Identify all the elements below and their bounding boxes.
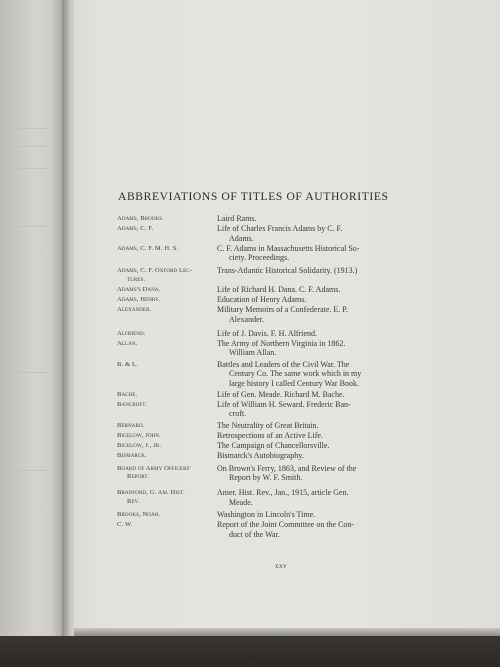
abbreviation-key [117,510,217,520]
abbreviation-key-line: Alfriend. [117,329,146,337]
abbreviation-key [117,464,217,483]
abbreviation-key-line: Brooks, Noah. [117,511,161,519]
abbreviation-title [217,360,403,389]
show-through-line [8,226,48,227]
abbreviation-title-line: Amer. Hist. Rev., Jan., 1915, article Gen. [217,487,349,497]
abbreviation-title-line: Century Co. The same work which in my [229,369,362,379]
abbreviation-key [117,390,217,400]
abbreviation-key [117,224,217,243]
abbreviation-title-line: Life of Charles Francis Adams by C. F. [217,224,343,234]
abbreviation-title-line: duct of the War. [229,529,280,539]
abbreviation-title [217,285,403,295]
abbreviation-title [217,400,403,419]
abbreviation-title [217,295,403,305]
abbreviation-title-line: Retrospections of an Active Life. [217,430,323,440]
abbreviation-entry [117,464,403,483]
abbreviation-entry [117,400,403,419]
abbreviation-entry [117,329,403,339]
abbreviation-title-line: Adams. [229,233,254,243]
abbreviation-title-line: Life of William H. Seward. Frederic Ban- [217,399,351,409]
abbreviation-key-line: Rev. [127,497,141,505]
page-edges [74,628,500,636]
abbreviation-title-line: Bismarck's Autobiography. [217,451,304,461]
abbreviation-entry [117,441,403,451]
abbreviation-title [217,390,403,400]
abbreviation-key [117,285,217,295]
abbreviation-title [217,510,403,520]
abbreviation-title-line: The Army of Northern Virginia in 1862. [217,338,346,348]
abbreviation-title [217,329,403,339]
abbreviation-key [117,360,217,389]
abbreviation-key [117,214,217,224]
abbreviation-entry [117,266,403,284]
abbreviation-key-line: Adams, Brooks. [117,215,164,222]
abbreviation-title [217,431,403,441]
abbreviation-key-line: Report. [127,473,150,481]
abbreviation-entry [117,510,403,520]
abbreviation-key-line: Adams, Henry. [117,295,161,303]
abbreviation-key-line: Bigelow, J., Jr. [117,442,162,450]
abbreviation-key-line: Bismarck. [117,452,147,460]
abbreviation-title [217,421,403,431]
abbreviation-key-line: tures. [127,275,146,283]
abbreviation-title [217,441,403,451]
abbreviation-entry [117,339,403,358]
abbreviation-entry [117,214,403,224]
abbreviation-key-line: Adams's Dana. [117,285,161,293]
abbreviation-entry [117,431,403,441]
abbreviation-title-line: Report by W. F. Smith. [229,473,303,483]
abbreviation-title [217,224,403,243]
abbreviation-entry [117,295,403,305]
abbreviation-entry [117,421,403,431]
abbreviation-entry [117,244,403,263]
abbreviation-key [117,305,217,324]
abbreviation-title-line: The Neutrality of Great Britain. [217,420,319,430]
abbreviation-key-line: Adams, C. F. M. H. S. [117,244,179,252]
abbreviation-key-line: Board of Army Officers' [117,464,191,472]
abbreviation-key [117,339,217,358]
table-surface [0,636,500,667]
abbreviation-title-line: C. F. Adams in Massachusetts Historical So- [217,243,360,253]
abbreviation-title-line: croft. [229,409,247,419]
abbreviation-title-line: Trans-Atlantic Historical Solidarity. (1913.) [217,265,358,275]
abbreviation-key-line: Bradford, G. Am. Hist. [117,488,185,496]
abbreviation-key-line: Bernard. [117,421,145,429]
abbreviation-title-line: Battles and Leaders of the Civil War. The [217,359,350,369]
abbreviation-title-line: Meade. [229,497,253,507]
abbreviation-entry [117,360,403,389]
abbreviation-entry [117,224,403,243]
abbreviation-title-line: Washington in Lincoln's Time. [217,510,316,520]
abbreviation-entry [117,488,403,507]
abbreviation-key [117,244,217,263]
abbreviation-entry [117,285,403,295]
abbreviation-key [117,400,217,419]
abbreviation-key [117,266,217,284]
abbreviation-key-line: Adams, C. F. Oxford Lec- [117,266,193,274]
show-through-line [8,146,48,147]
abbreviation-key-line: Bigelow, John. [117,431,161,439]
show-through-line [8,168,48,169]
abbreviation-entry [117,451,403,461]
show-through-line [8,128,48,129]
abbreviation-entry [117,390,403,400]
abbreviation-title [217,339,403,358]
abbreviation-key-line: Bache. [117,390,138,398]
abbreviation-title [217,451,403,461]
abbreviation-key-line: C. W. [117,521,133,529]
abbreviation-entry [117,520,403,539]
abbreviation-key [117,451,217,461]
abbreviation-key [117,441,217,451]
abbreviation-title [217,244,403,263]
abbreviation-title-line: Report of the Joint Committee on the Con- [217,520,355,530]
abbreviation-title [217,520,403,539]
abbreviation-key-line: Allan. [117,339,138,347]
abbreviation-title-line: large history I called Century War Book. [229,379,359,388]
page-title: ABBREVIATIONS OF TITLES OF AUTHORITIES [118,190,389,203]
abbreviation-entry [117,305,403,324]
abbreviation-key [117,520,217,539]
abbreviation-key [117,295,217,305]
abbreviation-key-line: Alexander. [117,306,152,314]
abbreviation-title [217,464,403,483]
abbreviation-title [217,488,403,507]
abbreviation-title [217,214,403,224]
abbreviation-title-line: The Campaign of Chancellorsville. [217,441,330,451]
abbreviation-title [217,305,403,324]
show-through-line [8,470,48,471]
page-number: xxv [275,562,287,570]
abbreviation-key-line: B. & L. [117,360,138,368]
abbreviation-title-line: Life of Richard H. Dana. C. F. Adams. [217,284,341,294]
abbreviation-title-line: On Brown's Ferry, 1863, and Review of the [217,463,357,473]
page-number-footer [0,562,500,570]
abbreviation-key [117,329,217,339]
abbreviation-title [217,266,403,284]
show-through-line [8,372,48,373]
abbreviation-title-line: ciety. Proceedings. [229,253,290,263]
abbreviation-key [117,421,217,431]
abbreviation-title-line: Military Memoirs of a Confederate. E. P. [217,305,348,315]
abbreviation-title-line: Life of Gen. Meade. Richard M. Bache. [217,389,345,399]
abbreviation-key [117,488,217,507]
abbreviation-title-line: William Allan. [229,348,277,358]
abbreviation-title-line: Life of J. Davis. F. H. Alfriend. [217,328,318,338]
abbreviation-title-line: Education of Henry Adams. [217,294,307,304]
abbreviation-key-line: Adams, C. F. [117,225,154,233]
abbreviations-list [117,214,403,540]
abbreviation-key-line: Bancroft. [117,400,148,408]
abbreviation-key [117,431,217,441]
abbreviation-title-line: Alexander. [229,314,264,324]
abbreviation-title-line: Laird Rams. [217,214,257,223]
